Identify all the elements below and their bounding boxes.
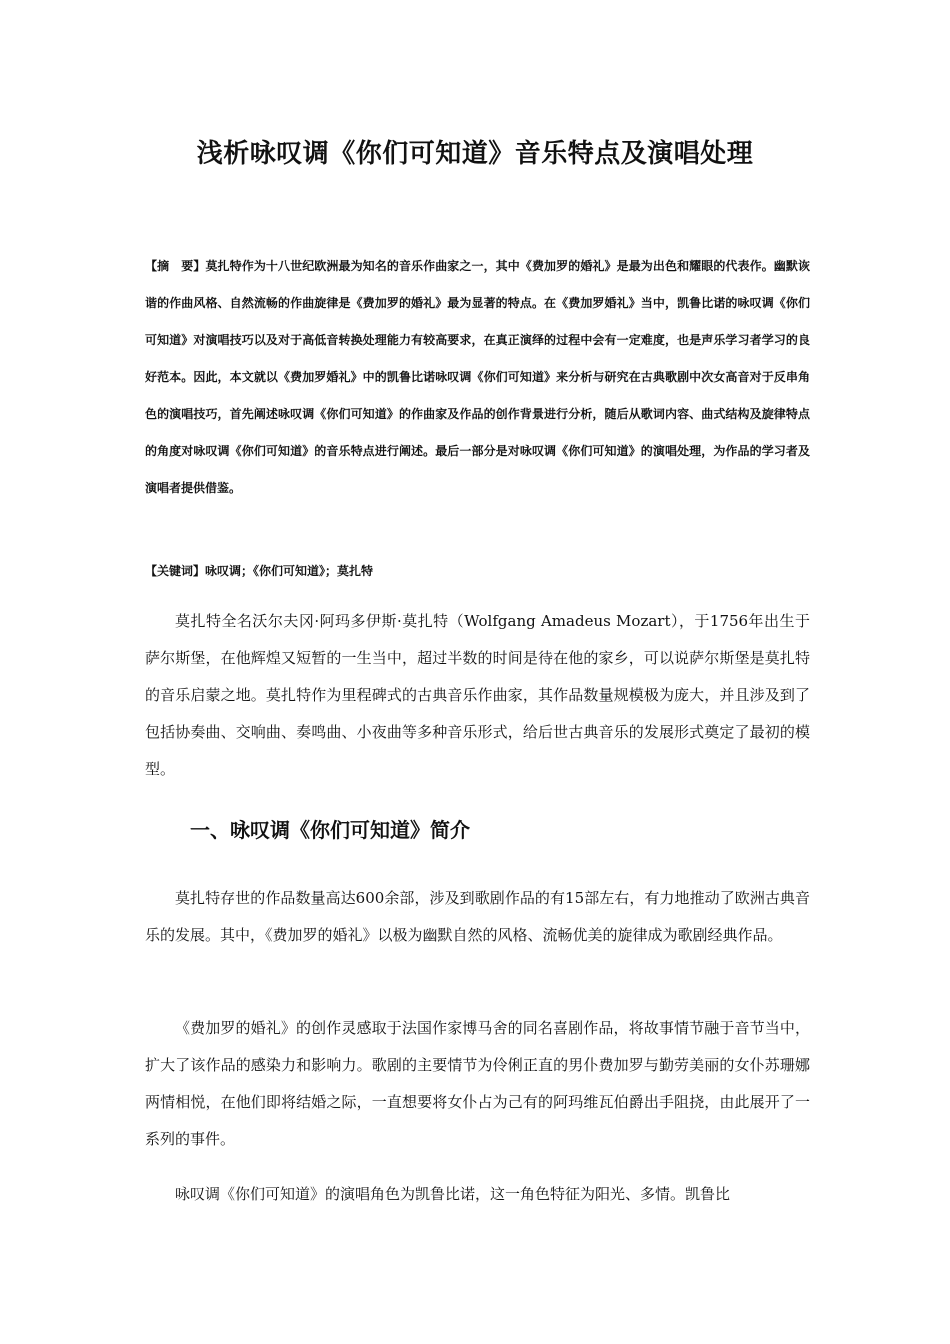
body-paragraph-2: 莫扎特存世的作品数量高达600余部，涉及到歌剧作品的有15部左右，有力地推动了欧洲古典音乐的发展。其中，《费加罗的婚礼》以极为幽默自然的风格、流畅优美的旋律成为歌剧经典作品。 [145,889,810,944]
abstract-paragraph: 【摘 要】莫扎特作为十八世纪欧洲最为知名的音乐作曲家之一，其中《费加罗的婚礼》是最为出色和耀眼的代表作。幽默诙谐的作曲风格、自然流畅的作曲旋律是《费加罗的婚礼》最为显著的特点。在《费加罗婚礼》当中，凯鲁比诺的咏叹调《你们可知道》对演唱技巧以及对于高低音转换处理能力有较高要求，在真正演绎的过程中会有一定难度，也是声乐学习者学习的良好范本。因此，本文就以《费加罗婚礼》中的凯鲁比诺咏叹调《你们可知道》来分析与研究在古典歌剧中次女高音对于反串角色的演唱技巧，首先阐述咏叹调《你们可知道》的作曲家及作品的创作背景进行分析，随后从歌词内容、曲式结构及旋律特点的角度对咏叹调《你们可知道》的音乐特点进行阐述。最后一部分是对咏叹调《你们可知道》的演唱处理，为作品的学习者及演唱者提供借鉴。 [145,259,810,495]
section-heading: 一、咏叹调《你们可知道》简介 [190,818,470,842]
keywords-line: 【关键词】咏叹调；《你们可知道》；莫扎特 [145,564,374,578]
document-title: 浅析咏叹调《你们可知道》音乐特点及演唱处理 [196,139,754,169]
body-paragraph-4: 咏叹调《你们可知道》的演唱角色为凯鲁比诺，这一角色特征为阳光、多情。凯鲁比 [175,1185,731,1203]
body-paragraph-3: 《费加罗的婚礼》的创作灵感取于法国作家博马舍的同名喜剧作品，将故事情节融于音节当中，扩大了该作品的感染力和影响力。歌剧的主要情节为伶俐正直的男仆费加罗与勤劳美丽的女仆苏珊娜两情相悦，在他们即将结婚之际，一直想要将女仆占为己有的阿玛维瓦伯爵出手阻挠，由此展开了一系列的事件。 [145,1019,810,1148]
body-paragraph-intro: 莫扎特全名沃尔夫冈·阿玛多伊斯·莫扎特（Wolfgang Amadeus Mozart），于1756年出生于萨尔斯堡，在他辉煌又短暂的一生当中，超过半数的时间是待在他的家乡，可以说萨尔斯堡是莫扎特的音乐启蒙之地。莫扎特作为里程碑式的古典音乐作曲家，其作品数量规模极为庞大，并且涉及到了包括协奏曲、交响曲、奏鸣曲、小夜曲等多种音乐形式，给后世古典音乐的发展形式奠定了最初的模型。 [145,612,810,778]
